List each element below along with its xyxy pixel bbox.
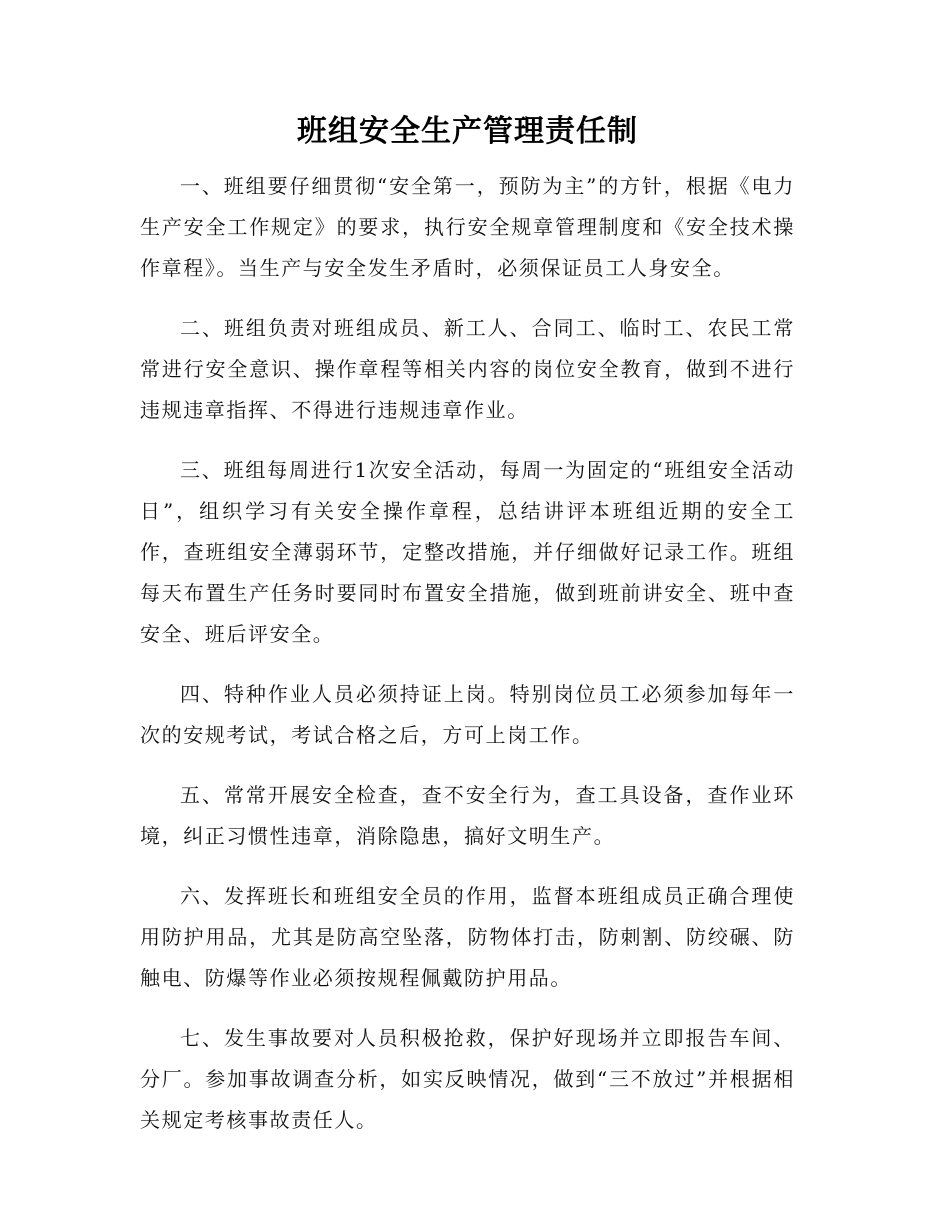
document-page <box>140 108 795 1160</box>
paragraph-5: 五、常常开展安全检查，查不安全行为，查工具设备，查作业环境，纠正习惯性违章，消除隐患，搞好文明生产。 <box>140 783 795 848</box>
paragraph-6: 六、发挥班长和班组安全员的作用，监督本班组成员正确合理使用防护用品，尤其是防高空坠落，防物体打击，防刺割、防绞碾、防触电、防爆等作业必须按规程佩戴防护用品。 <box>140 884 795 990</box>
paragraph-4: 四、特种作业人员必须持证上岗。特别岗位员工必须参加每年一次的安规考试，考试合格之后，方可上岗工作。 <box>140 682 795 747</box>
paragraph-2: 二、班组负责对班组成员、新工人、合同工、临时工、农民工常常进行安全意识、操作章程等相关内容的岗位安全教育，做到不进行违规违章指挥、不得进行违规违章作业。 <box>140 316 795 422</box>
paragraph-7: 七、发生事故要对人员积极抢救，保护好现场并立即报告车间、分厂。参加事故调查分析，如实反映情况，做到“三不放过”并根据相关规定考核事故责任人。 <box>140 1026 795 1132</box>
document-title: 班组安全生产管理责任制 <box>297 114 638 149</box>
paragraph-3: 三、班组每周进行1次安全活动，每周一为固定的“班组安全活动日”，组织学习有关安全操作章程，总结讲评本班组近期的安全工作，查班组安全薄弱环节，定整改措施，并仔细做好记录工作。班组每天布置生产任务时要同时布置安全措施，做到班前讲安全、班中查安全、班后评安全。 <box>140 458 795 646</box>
paragraph-1: 一、班组要仔细贯彻“安全第一，预防为主”的方针，根据《电力生产安全工作规定》的要求，执行安全规章管理制度和《安全技术操作章程》。当生产与安全发生矛盾时，必须保证员工人身安全。 <box>140 174 795 280</box>
